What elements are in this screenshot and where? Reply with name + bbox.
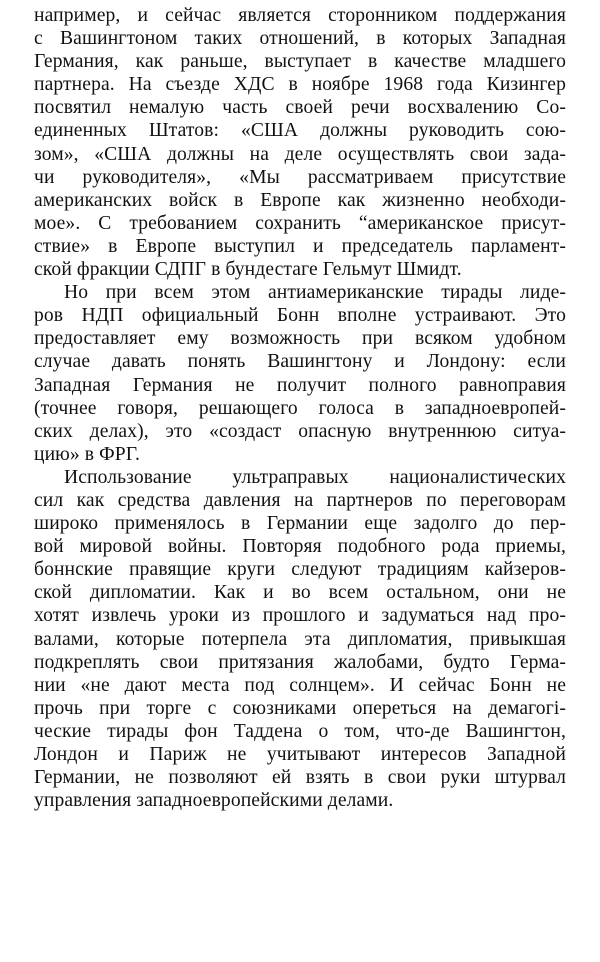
text-line: вой мировой войны. Повторяя подобного рода приемы, — [34, 536, 566, 558]
text-line: мое». С требованием сохранить “американское присут- — [34, 212, 566, 234]
text-line: Германии, не позволяют ей взять в свои руки штурвал — [34, 767, 566, 789]
text-line: ской фракции СДПГ в бундестаге Гельмут Шмидт. — [34, 259, 462, 281]
text-line: нии «не дают места под солнцем». И сейчас Бонн не — [34, 674, 566, 696]
text-line: Западная Германия не получит полного равноправия — [34, 374, 566, 396]
text-line: зом», «США должны на деле осуществлять свои зада- — [34, 143, 566, 165]
text-line: сил как средства давления на партнеров по переговорам — [34, 489, 566, 511]
text-line: ской дипломатии. Как и во всем остальном, они не — [34, 582, 566, 604]
text-line: валами, которые потерпела эта дипломатия, привыкшая — [34, 628, 566, 650]
paragraph-3 — [34, 466, 566, 812]
text-line: случае давать понять Вашингтону и Лондону: если — [34, 351, 566, 373]
text-line: хотят извлечь уроки из прошлого и задуматься над про- — [34, 605, 566, 627]
text-line: например, и сейчас является сторонником поддержания — [34, 5, 566, 26]
page-text — [34, 4, 566, 812]
text-line: Но при всем этом антиамериканские тирады лиде- — [64, 282, 566, 304]
text-line: подкреплять свои притязания жалобами, будто Герма- — [34, 651, 566, 673]
text-line: с Вашингтоном таких отношений, в которых Западная — [34, 28, 566, 50]
text-line: прочь при торге с союзниками опереться на демагогі- — [34, 697, 566, 719]
text-line: предоставляет ему возможность при всяком удобном — [34, 328, 566, 350]
text-line: (точнее говоря, решающего голоса в западноевропей- — [34, 397, 566, 419]
text-line: боннские правящие круги следуют традициям кайзеров- — [34, 559, 566, 581]
text-line: ров НДП официальный Бонн вполне устраивают. Это — [34, 305, 566, 327]
text-line: посвятил немалую часть своей речи восхвалению Со- — [34, 97, 566, 119]
text-line: цию» в ФРГ. — [34, 443, 140, 465]
text-line: Использование ультраправых националистических — [64, 466, 566, 488]
text-line: партнера. На съезде ХДС в ноябре 1968 года Кизингер — [34, 74, 566, 96]
paragraph-1 — [34, 4, 566, 281]
text-line: ческие тирады фон Таддена о том, что-де Вашингтон, — [34, 720, 566, 742]
paragraph-2 — [34, 281, 566, 466]
text-line: ствие» в Европе выступил и председатель парламент- — [34, 235, 566, 257]
text-line: чи руководителя», «Мы рассматриваем присутствие — [34, 166, 566, 188]
text-line: Германия, как раньше, выступает в качестве младшего — [34, 51, 566, 73]
text-line: ских делах), это «создаст опасную внутреннюю ситуа- — [34, 420, 566, 442]
text-line: единенных Штатов: «США должны руководить сою- — [34, 120, 566, 142]
text-line: широко применялось в Германии еще задолго до пер- — [34, 513, 566, 535]
text-line: управления западноевропейскими делами. — [34, 790, 394, 812]
text-line: Лондон и Париж не учитывают интересов Западной — [34, 744, 566, 765]
text-line: американских войск в Европе как жизненно необходи- — [34, 189, 566, 211]
